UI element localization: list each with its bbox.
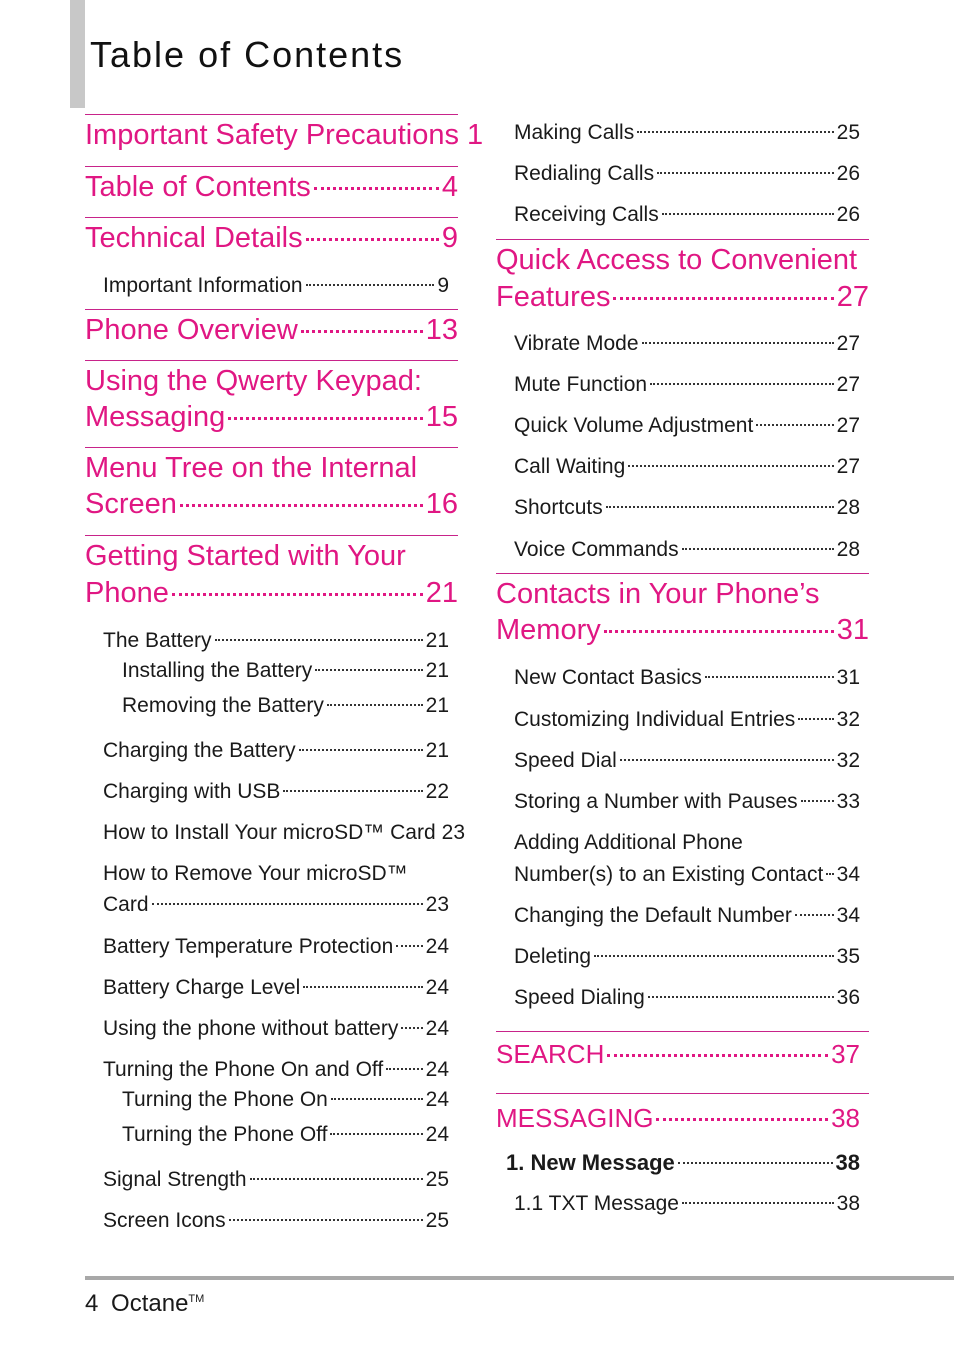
toc-entry[interactable] bbox=[514, 452, 860, 482]
toc-section-page: 31 bbox=[836, 614, 869, 646]
toc-entry-label: Receiving Calls bbox=[514, 203, 659, 226]
leader-dots bbox=[678, 1162, 833, 1164]
leader-dots bbox=[250, 1178, 423, 1180]
leader-dots bbox=[705, 676, 834, 678]
toc-entry[interactable] bbox=[103, 973, 449, 1003]
toc-entry-page: 25 bbox=[836, 121, 860, 144]
toc-entry-label: Call Waiting bbox=[514, 455, 626, 478]
toc-entry[interactable] bbox=[514, 663, 860, 693]
toc-entry-label: Speed Dialing bbox=[514, 986, 645, 1009]
toc-section-safety[interactable] bbox=[85, 114, 484, 167]
page-number: 4 bbox=[85, 1290, 99, 1317]
toc-entry[interactable] bbox=[514, 983, 860, 1013]
toc-entry-page: 32 bbox=[836, 749, 860, 772]
toc-entry[interactable] bbox=[103, 932, 449, 962]
toc-entry-page: 26 bbox=[836, 162, 860, 185]
toc-section-title-line1: Menu Tree on the Internal bbox=[85, 452, 418, 484]
toc-entry-page: 24 bbox=[425, 935, 449, 958]
toc-section-page: 37 bbox=[831, 1039, 860, 1069]
toc-entry-page: 28 bbox=[836, 538, 860, 561]
toc-entry-page: 32 bbox=[836, 708, 860, 731]
toc-entry[interactable] bbox=[103, 818, 465, 848]
toc-entry[interactable] bbox=[514, 370, 860, 400]
toc-entry[interactable] bbox=[514, 411, 860, 441]
toc-entry-page: 21 bbox=[425, 659, 449, 682]
toc-entry[interactable] bbox=[122, 1120, 449, 1150]
toc-entry[interactable] bbox=[514, 705, 860, 735]
toc-section-title: Phone Overview bbox=[85, 314, 298, 346]
leader-dots bbox=[215, 639, 423, 641]
toc-section-title: Memory bbox=[496, 614, 601, 646]
toc-entry-label: Quick Volume Adjustment bbox=[514, 414, 754, 437]
toc-section-title: Screen bbox=[85, 488, 177, 520]
leader-dots bbox=[798, 718, 833, 720]
toc-entry-line1[interactable] bbox=[514, 828, 860, 858]
toc-section-search[interactable] bbox=[496, 1031, 869, 1094]
toc-section-page: 16 bbox=[425, 488, 458, 520]
toc-entry[interactable] bbox=[514, 329, 860, 359]
leader-dots bbox=[327, 704, 423, 706]
toc-section-technical[interactable] bbox=[85, 217, 458, 310]
toc-entry-page: 27 bbox=[836, 373, 860, 396]
leader-dots bbox=[314, 187, 439, 190]
leader-dots bbox=[228, 417, 422, 420]
leader-dots bbox=[401, 1027, 422, 1029]
toc-entry-label: Charging with USB bbox=[103, 780, 281, 803]
toc-entry[interactable] bbox=[514, 118, 860, 148]
toc-entry-page: 34 bbox=[836, 863, 860, 886]
toc-entry-label: Installing the Battery bbox=[122, 659, 313, 682]
toc-entry[interactable] bbox=[122, 1085, 449, 1115]
toc-entry-label: Voice Commands bbox=[514, 538, 679, 561]
toc-entry-label: Battery Charge Level bbox=[103, 976, 301, 999]
toc-entry-label: Charging the Battery bbox=[103, 739, 296, 762]
toc-entry[interactable] bbox=[514, 159, 860, 189]
toc-entry-label: Shortcuts bbox=[514, 496, 603, 519]
toc-entry-label: Battery Temperature Protection bbox=[103, 935, 394, 958]
toc-entry-label: New Contact Basics bbox=[514, 666, 702, 689]
toc-section-title: MESSAGING bbox=[496, 1103, 654, 1133]
leader-dots bbox=[801, 800, 834, 802]
toc-section-qwerty[interactable] bbox=[85, 360, 458, 448]
leader-dots bbox=[642, 342, 834, 344]
leader-dots bbox=[594, 955, 834, 957]
toc-entry[interactable] bbox=[514, 860, 860, 890]
toc-entry-label: Signal Strength bbox=[103, 1168, 247, 1191]
toc-entry-label: Storing a Number with Pauses bbox=[514, 790, 798, 813]
toc-entry[interactable] bbox=[514, 535, 860, 565]
toc-section-page: 13 bbox=[425, 314, 458, 346]
toc-entry-page: 24 bbox=[425, 1017, 449, 1040]
leader-dots bbox=[604, 630, 834, 633]
toc-section-title: Table of Contents bbox=[85, 171, 311, 203]
toc-section-page: 4 bbox=[441, 171, 458, 203]
leader-dots bbox=[303, 986, 422, 988]
leader-dots bbox=[662, 213, 834, 215]
toc-section-title: Features bbox=[496, 281, 611, 313]
toc-entry[interactable] bbox=[103, 626, 449, 656]
toc-entry-label: Deleting bbox=[514, 945, 592, 968]
toc-entry[interactable] bbox=[506, 1148, 860, 1178]
toc-entry-page: 24 bbox=[425, 1058, 449, 1081]
toc-entry[interactable] bbox=[103, 1165, 449, 1195]
header-accent-bar bbox=[70, 0, 85, 108]
leader-dots bbox=[650, 383, 834, 385]
toc-entry-label: Number(s) to an Existing Contact bbox=[514, 863, 824, 886]
toc-section-title-line1: Getting Started with Your bbox=[85, 540, 406, 572]
toc-entry-page: 38 bbox=[835, 1150, 860, 1175]
toc-entry[interactable] bbox=[514, 493, 860, 523]
toc-section-title-line1: Contacts in Your Phone’s bbox=[496, 578, 820, 610]
leader-dots bbox=[628, 465, 833, 467]
toc-entry-page: 21 bbox=[425, 694, 449, 717]
toc-entry-page: 23 bbox=[441, 821, 465, 844]
toc-entry[interactable] bbox=[103, 1014, 449, 1044]
toc-section-title-line1: Quick Access to Convenient bbox=[496, 244, 858, 276]
toc-entry-label: Redialing Calls bbox=[514, 162, 655, 185]
leader-dots bbox=[656, 1118, 828, 1121]
toc-entry-page: 25 bbox=[425, 1209, 449, 1232]
toc-entry-label: 1. New Message bbox=[506, 1150, 675, 1175]
toc-entry-label-line1: Adding Additional Phone bbox=[514, 831, 743, 854]
toc-entry-page: 31 bbox=[836, 666, 860, 689]
page-title: Table of Contents bbox=[90, 34, 405, 75]
toc-section-title: Messaging bbox=[85, 401, 226, 433]
toc-entry-page: 24 bbox=[425, 976, 449, 999]
leader-dots bbox=[396, 945, 422, 947]
toc-entry[interactable] bbox=[514, 200, 860, 230]
toc-entry-label: Card bbox=[103, 893, 149, 916]
toc-entry-label: Turning the Phone On bbox=[122, 1088, 328, 1111]
toc-entry-label: Important Information bbox=[103, 274, 303, 297]
toc-entry[interactable] bbox=[514, 787, 860, 817]
leader-dots bbox=[606, 506, 834, 508]
toc-entry-page: 22 bbox=[425, 780, 449, 803]
toc-entry-page: 23 bbox=[425, 893, 449, 916]
leader-dots bbox=[620, 759, 834, 761]
toc-entry[interactable] bbox=[122, 691, 449, 721]
toc-entry-page: 38 bbox=[836, 1192, 860, 1215]
leader-dots bbox=[152, 903, 423, 905]
toc-section-title: Technical Details bbox=[85, 222, 303, 254]
toc-section-getting-started[interactable] bbox=[85, 535, 465, 1236]
leader-dots bbox=[682, 1202, 834, 1204]
toc-entry-page: 21 bbox=[425, 629, 449, 652]
leader-dots bbox=[795, 914, 834, 916]
toc-entry[interactable] bbox=[514, 901, 860, 931]
leader-dots bbox=[306, 238, 439, 241]
toc-entry[interactable] bbox=[103, 890, 449, 920]
leader-dots bbox=[180, 504, 423, 507]
leader-dots bbox=[607, 1054, 828, 1057]
leader-dots bbox=[331, 1098, 423, 1100]
toc-section-quick-access[interactable] bbox=[496, 239, 869, 574]
toc-entry[interactable] bbox=[103, 1206, 449, 1236]
toc-section-menu-tree[interactable] bbox=[85, 447, 458, 536]
leader-dots bbox=[301, 330, 423, 333]
toc-entry-label: Screen Icons bbox=[103, 1209, 226, 1232]
leader-dots bbox=[315, 669, 422, 671]
toc-section-title: SEARCH bbox=[496, 1039, 605, 1069]
leader-dots bbox=[637, 131, 833, 133]
toc-section-title: Phone bbox=[85, 577, 169, 609]
toc-entry-label: Turning the Phone On and Off bbox=[103, 1058, 384, 1081]
toc-section-title: Important Safety Precautions 1 bbox=[85, 119, 484, 151]
toc-entry[interactable] bbox=[103, 777, 449, 807]
toc-section-page: 38 bbox=[831, 1103, 860, 1133]
toc-entry[interactable] bbox=[514, 1189, 860, 1219]
toc-section-page: 9 bbox=[441, 222, 458, 254]
toc-entry-page: 34 bbox=[836, 904, 860, 927]
toc-entry-label: Using the phone without battery bbox=[103, 1017, 399, 1040]
trademark-mark: TM bbox=[188, 1293, 205, 1305]
toc-section-page: 21 bbox=[425, 577, 458, 609]
leader-dots bbox=[283, 790, 422, 792]
toc-section-messaging[interactable] bbox=[496, 1093, 869, 1224]
toc-entry-page: 21 bbox=[425, 739, 449, 762]
leader-dots bbox=[299, 749, 423, 751]
toc-entry-page: 35 bbox=[836, 945, 860, 968]
leader-dots bbox=[826, 873, 833, 875]
toc-section-title-line1: Using the Qwerty Keypad: bbox=[85, 365, 422, 397]
toc-entry-label: Speed Dial bbox=[514, 749, 617, 772]
toc-entry-label: Changing the Default Number bbox=[514, 904, 792, 927]
leader-dots bbox=[229, 1219, 423, 1221]
toc-entry[interactable] bbox=[103, 1055, 449, 1085]
toc-section-page: 27 bbox=[836, 281, 869, 313]
toc-section-contacts[interactable] bbox=[496, 573, 869, 1032]
leader-dots bbox=[386, 1068, 422, 1070]
toc-section-contents[interactable] bbox=[85, 166, 458, 218]
toc-entry-page: 33 bbox=[836, 790, 860, 813]
product-name: Octane bbox=[111, 1290, 189, 1317]
leader-dots bbox=[613, 297, 833, 300]
toc-entry-label: How to Install Your microSD™ Card bbox=[103, 821, 436, 844]
toc-entry-page: 27 bbox=[836, 414, 860, 437]
toc-entry-page: 27 bbox=[836, 332, 860, 355]
toc-entry-page: 36 bbox=[836, 986, 860, 1009]
toc-entry-page: 27 bbox=[836, 455, 860, 478]
leader-dots bbox=[756, 424, 833, 426]
leader-dots bbox=[172, 593, 423, 596]
leader-dots bbox=[330, 1133, 422, 1135]
toc-entry[interactable] bbox=[103, 736, 449, 766]
toc-entry[interactable] bbox=[514, 942, 860, 972]
toc-entry-label: Customizing Individual Entries bbox=[514, 708, 796, 731]
toc-entry-page: 28 bbox=[836, 496, 860, 519]
toc-entry[interactable] bbox=[514, 746, 860, 776]
toc-entry-label: Removing the Battery bbox=[122, 694, 324, 717]
leader-dots bbox=[648, 996, 834, 998]
toc-entry-page: 26 bbox=[836, 203, 860, 226]
page-footer bbox=[85, 1290, 204, 1318]
toc-entry-label-line1: How to Remove Your microSD™ bbox=[103, 862, 408, 885]
leader-dots bbox=[682, 548, 834, 550]
toc-entry-line1[interactable] bbox=[103, 859, 449, 889]
toc-entry-label: Making Calls bbox=[514, 121, 635, 144]
leader-dots bbox=[657, 172, 834, 174]
toc-entry-page: 24 bbox=[425, 1088, 449, 1111]
leader-dots bbox=[306, 284, 435, 286]
footer-rule bbox=[85, 1276, 954, 1280]
toc-entry-page: 24 bbox=[425, 1123, 449, 1146]
toc-entry-label: Vibrate Mode bbox=[514, 332, 639, 355]
toc-entry[interactable] bbox=[103, 271, 449, 301]
toc-section-phone-overview[interactable] bbox=[85, 309, 458, 361]
toc-entry-page: 9 bbox=[437, 274, 449, 297]
toc-entry-label: Turning the Phone Off bbox=[122, 1123, 328, 1146]
toc-entry-label: The Battery bbox=[103, 629, 212, 652]
toc-entry-label: 1.1 TXT Message bbox=[514, 1192, 679, 1215]
toc-section-page: 15 bbox=[425, 401, 458, 433]
toc-entry-page: 25 bbox=[425, 1168, 449, 1191]
toc-entry-label: Mute Function bbox=[514, 373, 648, 396]
toc-entry[interactable] bbox=[122, 656, 449, 686]
